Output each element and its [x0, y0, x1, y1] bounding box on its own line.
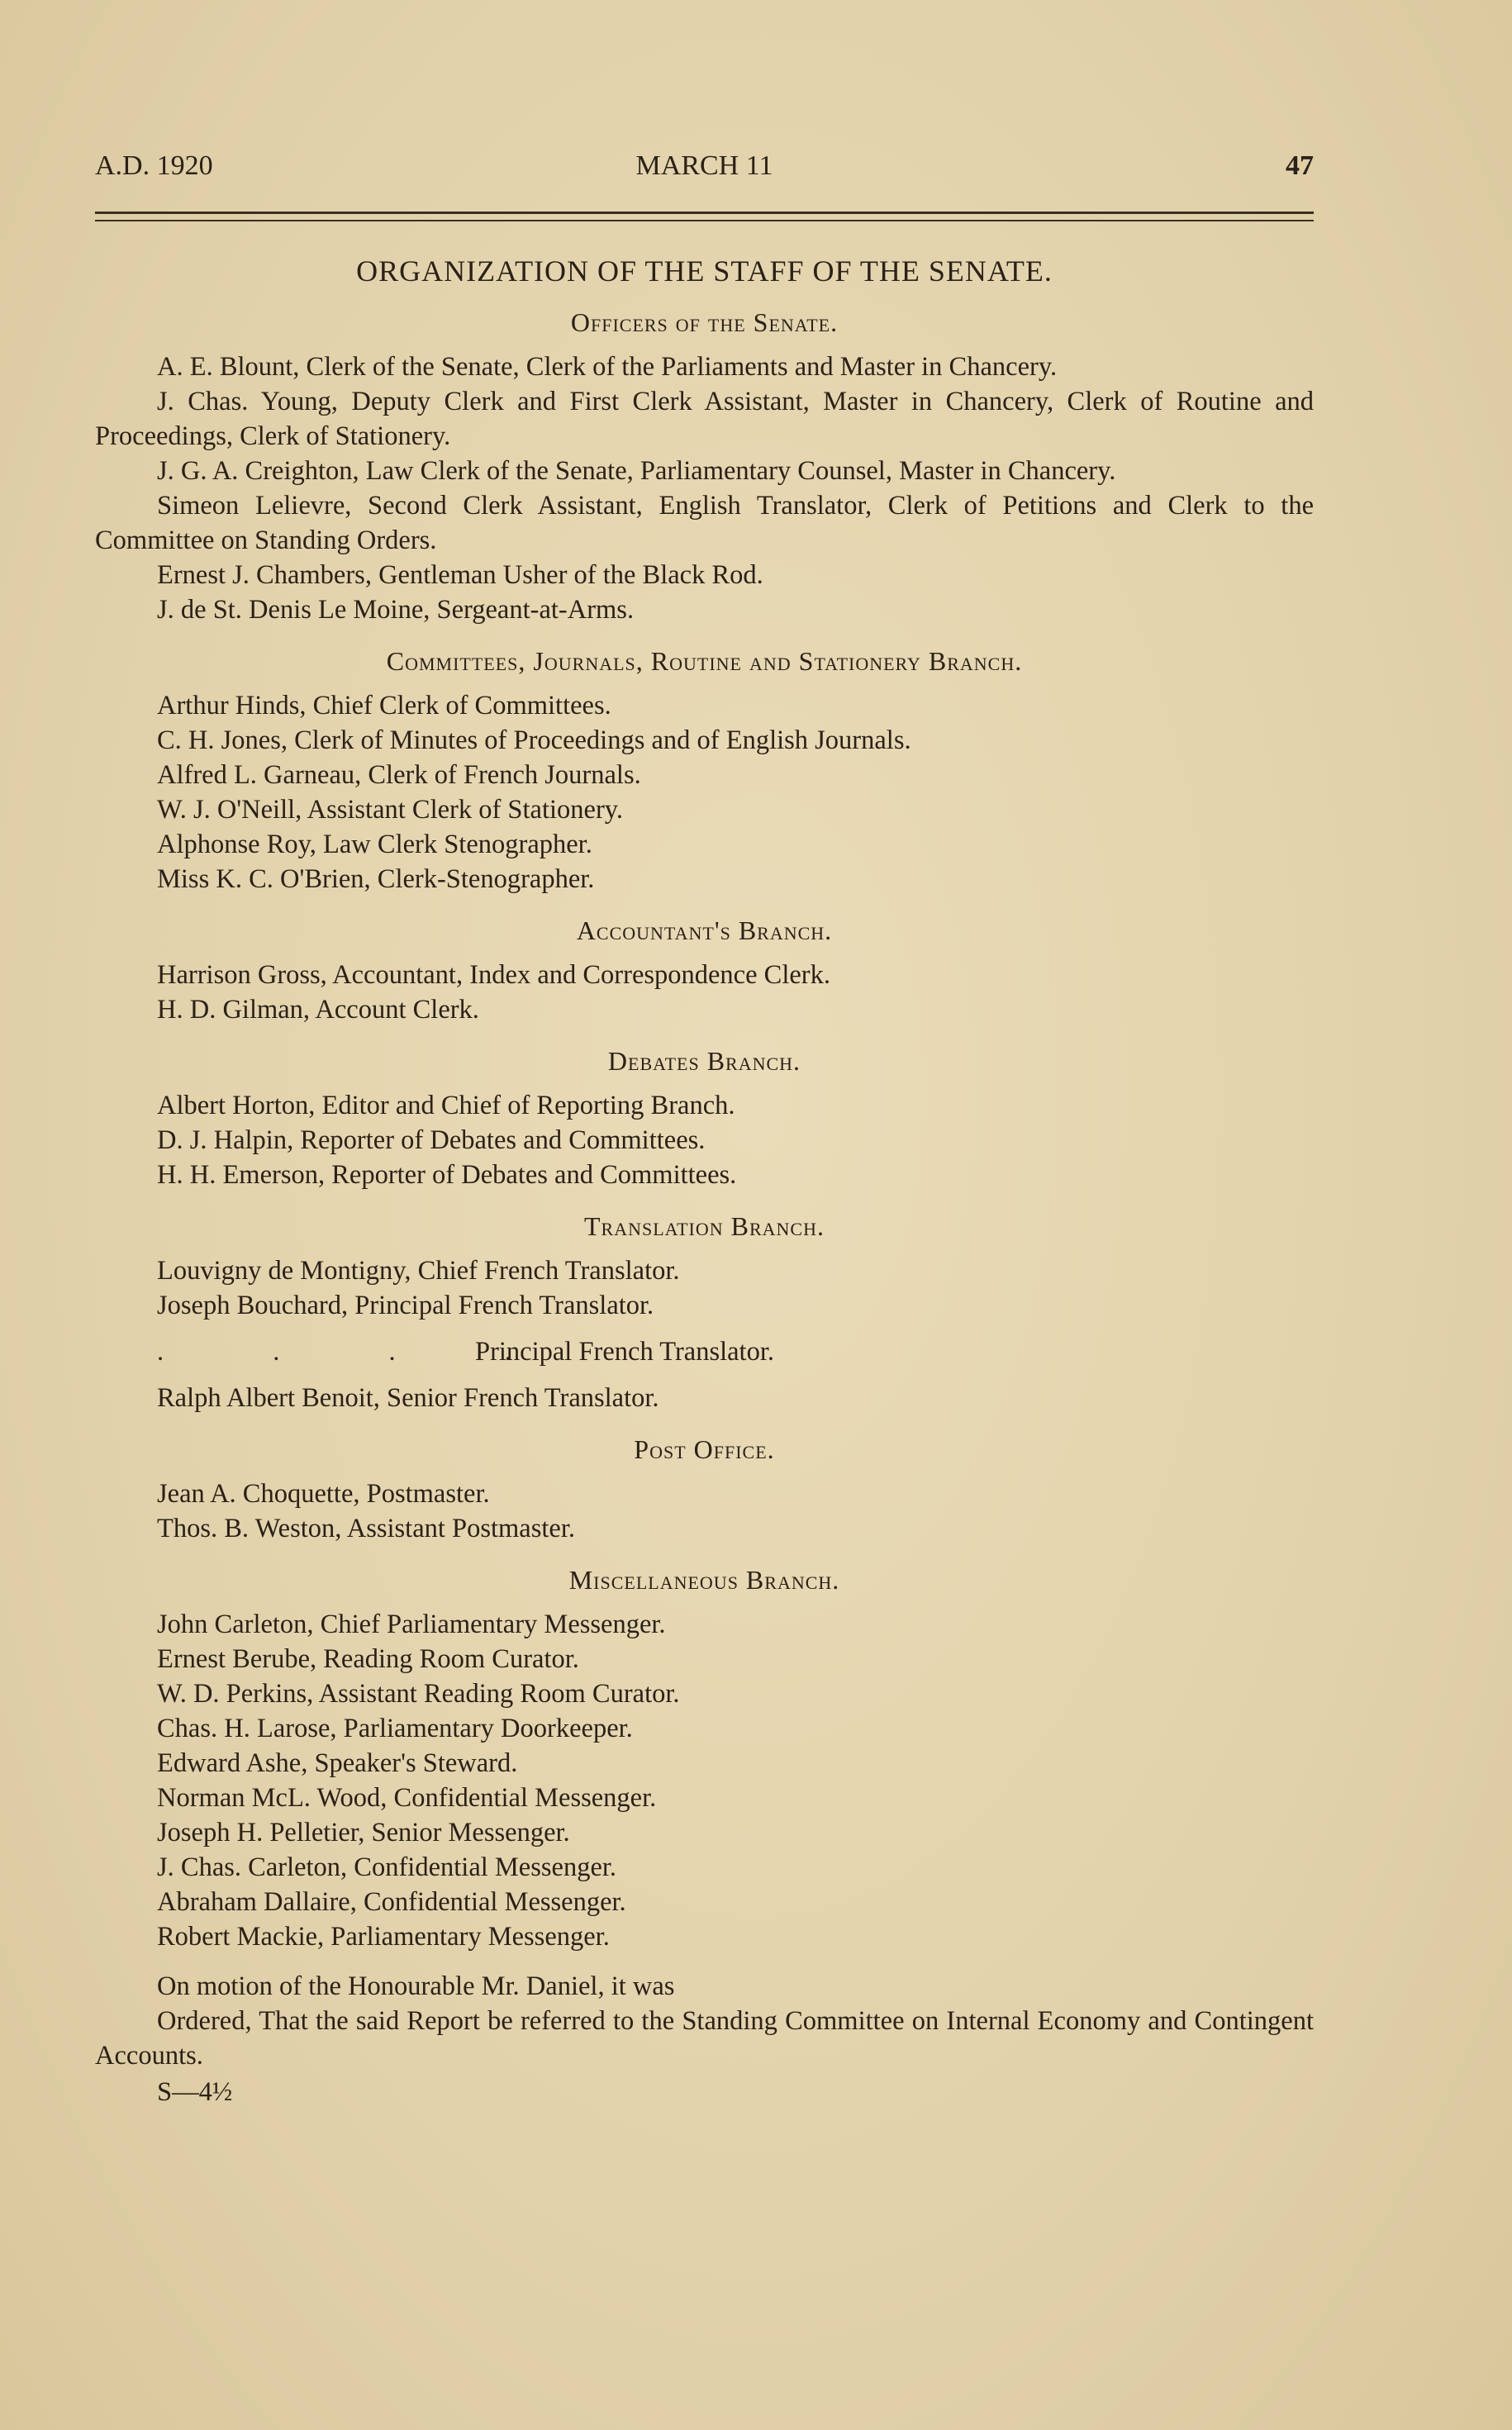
staff-entry: Louvigny de Montigny, Chief French Translator. [157, 1256, 680, 1286]
section-heading-miscellaneous: Miscellaneous Branch. [568, 1565, 840, 1595]
signature-mark: S—4½ [157, 2077, 233, 2107]
staff-entry: Arthur Hinds, Chief Clerk of Committees. [157, 691, 611, 720]
staff-entry: Norman McL. Wood, Confidential Messenger. [157, 1783, 657, 1813]
running-header [95, 150, 1314, 192]
officer-entry: J. G. A. Creighton, Law Clerk of the Senate, Parliamentary Counsel, Master in Chancery. [157, 456, 1116, 486]
section-heading-committees: Committees, Journals, Routine and Stationery Branch. [386, 646, 1023, 676]
staff-entry: H. H. Emerson, Reporter of Debates and Committees. [157, 1160, 737, 1190]
section-heading-translation: Translation Branch. [583, 1211, 825, 1241]
vacant-position [95, 1334, 1314, 1369]
motion-text: On motion of the Honourable Mr. Daniel, it was [157, 1971, 675, 2001]
staff-entry: Edward Ashe, Speaker's Steward. [157, 1748, 518, 1778]
vacant-position-title: Principal French Translator. [475, 1337, 774, 1367]
officer-entry: Simeon Lelievre, Second Clerk Assistant, English Translator, Clerk of Petitions and Clerk to the Committee on Standing Orders. [95, 491, 1314, 555]
staff-entry: W. D. Perkins, Assistant Reading Room Curator. [157, 1679, 680, 1709]
header-rule-top [95, 212, 1314, 214]
staff-entry: Joseph Bouchard, Principal French Translator. [157, 1291, 654, 1320]
staff-entry: Alphonse Roy, Law Clerk Stenographer. [157, 830, 592, 859]
staff-entry: W. J. O'Neill, Assistant Clerk of Stationery. [157, 795, 624, 825]
staff-entry: Joseph H. Pelletier, Senior Messenger. [157, 1818, 570, 1847]
order-text: Ordered, That the said Report be referred to the Standing Committee on Internal Economy and Contingent Accounts. [95, 2006, 1314, 2071]
section-heading-officers: Officers of the Senate. [570, 307, 839, 337]
staff-entry: Chas. H. Larose, Parliamentary Doorkeeper. [157, 1714, 633, 1743]
staff-entry: D. J. Halpin, Reporter of Debates and Committees. [157, 1125, 706, 1155]
staff-entry: Robert Mackie, Parliamentary Messenger. [157, 1922, 610, 1952]
header-date: MARCH 11 [635, 150, 773, 181]
page-title: ORGANIZATION OF THE STAFF OF THE SENATE. [356, 254, 1053, 288]
staff-entry: Alfred L. Garneau, Clerk of French Journals. [157, 760, 641, 790]
header-year: A.D. 1920 [95, 150, 213, 181]
page-number: 47 [1286, 150, 1314, 181]
staff-entry: Thos. B. Weston, Assistant Postmaster. [157, 1514, 575, 1543]
staff-entry: J. Chas. Carleton, Confidential Messenger. [157, 1852, 617, 1882]
staff-entry: Miss K. C. O'Brien, Clerk-Stenographer. [157, 864, 595, 894]
staff-entry: H. D. Gilman, Account Clerk. [157, 995, 479, 1025]
staff-entry: C. H. Jones, Clerk of Minutes of Proceedings and of English Journals. [157, 725, 911, 755]
staff-entry: John Carleton, Chief Parliamentary Messenger. [157, 1610, 666, 1639]
section-heading-debates: Debates Branch. [607, 1046, 801, 1076]
section-heading-accountants: Accountant's Branch. [576, 915, 833, 945]
staff-entry: Abraham Dallaire, Confidential Messenger. [157, 1887, 626, 1917]
staff-entry: Ernest Berube, Reading Room Curator. [157, 1644, 579, 1674]
header-rule-bottom [95, 220, 1314, 221]
officer-entry: A. E. Blount, Clerk of the Senate, Clerk of the Parliaments and Master in Chancery. [157, 352, 1058, 382]
staff-entry: Harrison Gross, Accountant, Index and Correspondence Clerk. [157, 960, 830, 990]
officer-entry: J. Chas. Young, Deputy Clerk and First Clerk Assistant, Master in Chancery, Clerk of Routine and Proceedings, Clerk of Stationery. [95, 387, 1314, 451]
staff-entry: Jean A. Choquette, Postmaster. [157, 1479, 490, 1509]
officer-entry: J. de St. Denis Le Moine, Sergeant-at-Arms. [157, 595, 635, 625]
officer-entry: Ernest J. Chambers, Gentleman Usher of the Black Rod. [157, 560, 763, 590]
page-body [95, 254, 1314, 2109]
section-heading-post-office: Post Office. [634, 1434, 775, 1464]
staff-entry: Albert Horton, Editor and Chief of Reporting Branch. [157, 1091, 735, 1120]
vacant-dots: . . . . [157, 1337, 563, 1367]
staff-entry: Ralph Albert Benoit, Senior French Translator. [157, 1383, 659, 1413]
